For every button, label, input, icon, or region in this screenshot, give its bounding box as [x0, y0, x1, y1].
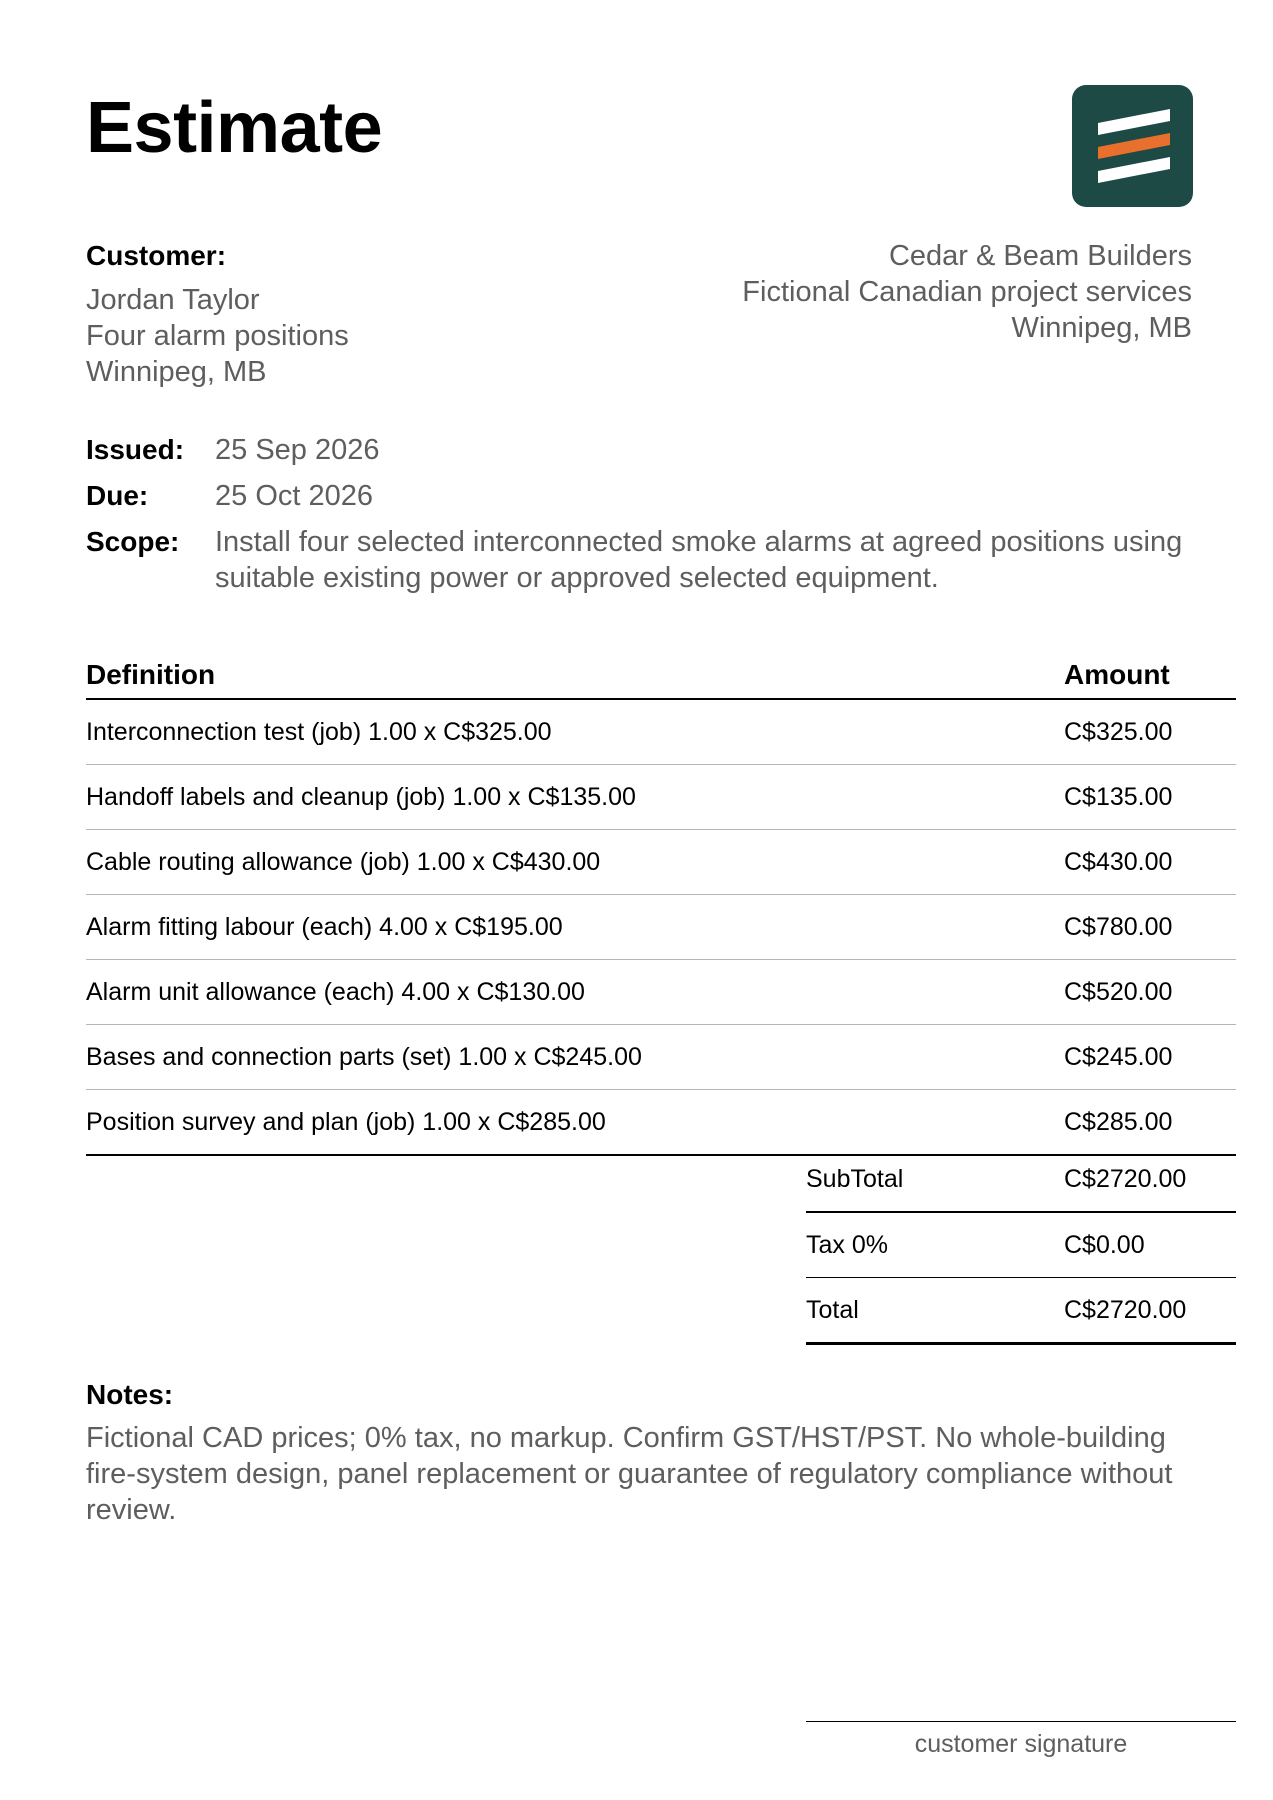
line-items-table — [86, 652, 1236, 1156]
row-amount: C$285.00 — [1064, 1107, 1173, 1136]
row-amount: C$520.00 — [1064, 977, 1173, 1006]
row-amount: C$325.00 — [1064, 717, 1173, 746]
total-value: C$2720.00 — [1064, 1295, 1187, 1324]
signature-label: customer signature — [914, 1730, 1128, 1758]
row-amount: C$430.00 — [1064, 847, 1173, 876]
row-definition: Position survey and plan (job) 1.00 x C$285.00 — [86, 1107, 606, 1136]
table-row — [86, 895, 1236, 960]
total-row — [806, 1278, 1236, 1345]
row-amount: C$245.00 — [1064, 1042, 1173, 1071]
customer-block — [86, 238, 349, 390]
table-row — [86, 830, 1236, 895]
notes-text: Fictional CAD prices; 0% tax, no markup. Confirm GST/HST/PST. No whole-building fire-system design, panel replacement or guarantee of regulatory compliance without review. — [86, 1422, 1173, 1526]
issued-label: Issued: — [86, 434, 185, 465]
company-name: Cedar & Beam Builders — [888, 240, 1192, 272]
row-definition: Alarm unit allowance (each) 4.00 x C$130.00 — [86, 977, 585, 1006]
scope-label: Scope: — [86, 526, 180, 557]
table-row — [86, 1025, 1236, 1090]
total-label: Total — [806, 1295, 859, 1324]
row-definition: Handoff labels and cleanup (job) 1.00 x C$135.00 — [86, 782, 636, 811]
issued-date: 25 Sep 2026 — [215, 434, 380, 466]
subtotal-label: SubTotal — [806, 1164, 904, 1193]
company-block — [742, 238, 1192, 346]
row-definition: Interconnection test (job) 1.00 x C$325.00 — [86, 717, 552, 746]
estimate-meta — [86, 432, 1196, 606]
tax-row — [806, 1213, 1236, 1278]
notes-label: Notes: — [86, 1379, 174, 1410]
stacked-beams-logo-icon — [1072, 85, 1193, 207]
company-city: Winnipeg, MB — [1011, 312, 1192, 344]
customer-project: Four alarm positions — [86, 320, 349, 352]
tax-value: C$0.00 — [1064, 1230, 1145, 1259]
company-tagline: Fictional Canadian project services — [742, 276, 1192, 308]
row-definition: Bases and connection parts (set) 1.00 x C$245.00 — [86, 1042, 642, 1071]
table-row — [86, 960, 1236, 1025]
row-amount: C$780.00 — [1064, 912, 1173, 941]
tax-label: Tax 0% — [806, 1230, 888, 1259]
table-row — [86, 765, 1236, 830]
scope-row — [86, 524, 1196, 596]
totals-block — [806, 1147, 1236, 1345]
subtotal-value: C$2720.00 — [1064, 1164, 1187, 1193]
page-title: Estimate — [86, 88, 383, 168]
table-header — [86, 652, 1236, 700]
customer-label: Customer: — [86, 240, 227, 271]
amount-header: Amount — [1064, 659, 1170, 690]
row-definition: Alarm fitting labour (each) 4.00 x C$195.00 — [86, 912, 563, 941]
due-label: Due: — [86, 480, 149, 511]
scope-text: Install four selected interconnected smoke alarms at agreed positions using suitable existing power or approved selected equipment. — [215, 526, 1183, 594]
issued-row — [86, 432, 1196, 468]
customer-name: Jordan Taylor — [86, 284, 260, 316]
notes-block — [86, 1376, 1176, 1528]
row-amount: C$135.00 — [1064, 782, 1173, 811]
definition-header: Definition — [86, 659, 216, 690]
table-row — [86, 700, 1236, 765]
due-date: 25 Oct 2026 — [215, 480, 373, 512]
row-definition: Cable routing allowance (job) 1.00 x C$430.00 — [86, 847, 601, 876]
due-row — [86, 478, 1196, 514]
customer-city: Winnipeg, MB — [86, 356, 267, 388]
signature-line[interactable] — [806, 1721, 1236, 1722]
subtotal-row — [806, 1147, 1236, 1213]
